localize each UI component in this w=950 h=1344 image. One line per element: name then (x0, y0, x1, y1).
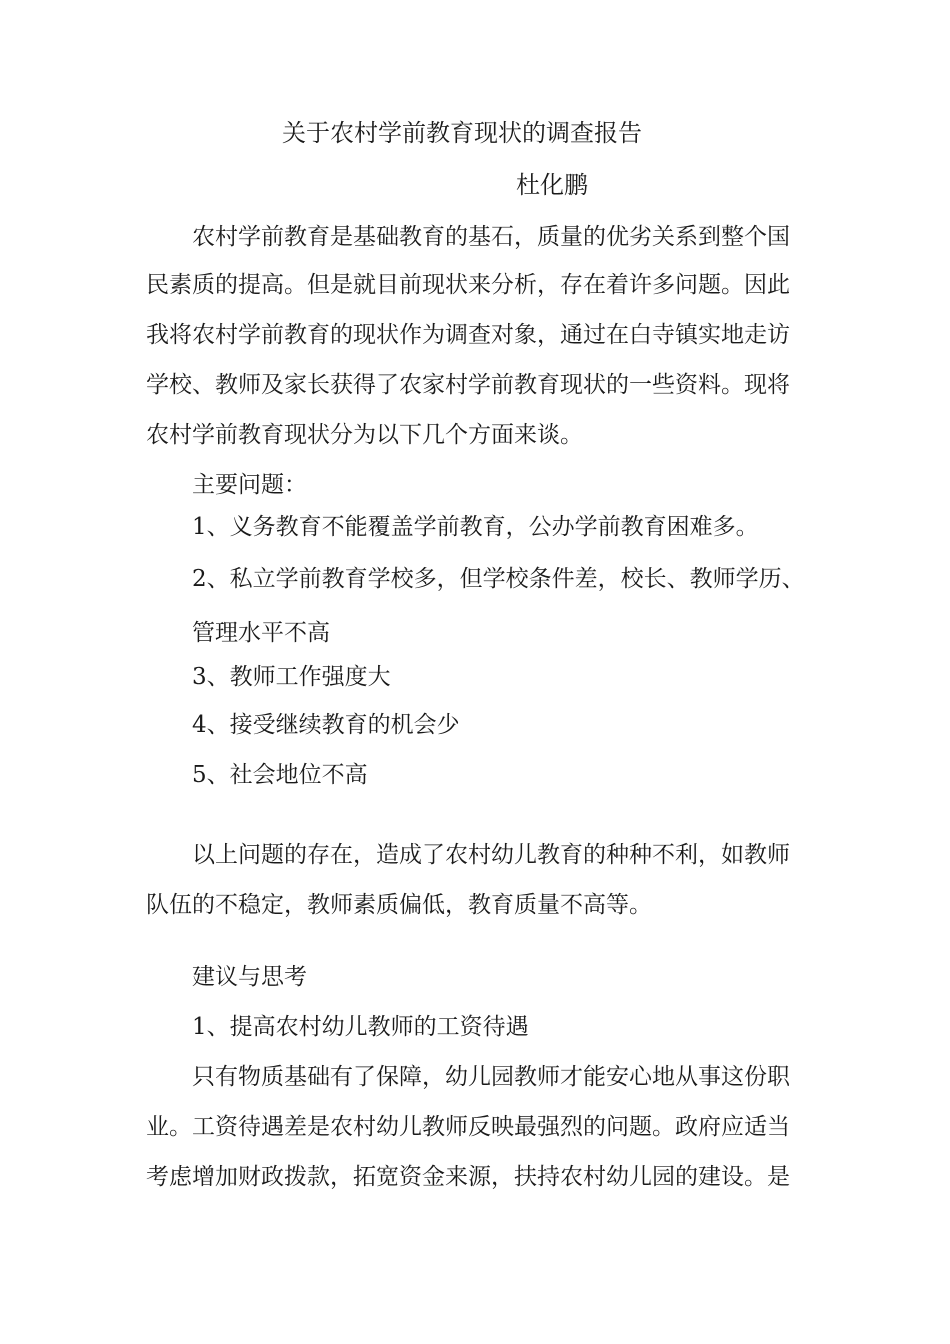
problem-item: 3、教师工作强度大 (192, 664, 391, 690)
intro-line: 民素质的提高。但是就目前现状来分析，存在着许多问题。因此 (146, 272, 790, 298)
problems-heading: 主要问题： (192, 472, 307, 498)
problem-item: 4、接受继续教育的机会少 (192, 712, 460, 738)
problem-item: 管理水平不高 (192, 620, 330, 646)
suggestion-line: 考虑增加财政拨款，拓宽资金来源，扶持农村幼儿园的建设。是 (146, 1164, 790, 1190)
problem-item: 5、社会地位不高 (192, 762, 368, 788)
intro-line: 农村学前教育现状分为以下几个方面来谈。 (146, 422, 583, 448)
suggestions-heading: 建议与思考 (192, 964, 307, 990)
intro-line: 学校、教师及家长获得了农家村学前教育现状的一些资料。现将 (146, 372, 790, 398)
intro-line: 农村学前教育是基础教育的基石，质量的优劣关系到整个国 (192, 224, 790, 250)
consequence-line: 队伍的不稳定，教师素质偏低，教育质量不高等。 (146, 892, 652, 918)
intro-line: 我将农村学前教育的现状作为调查对象，通过在白寺镇实地走访 (146, 322, 790, 348)
suggestion-line: 业。工资待遇差是农村幼儿教师反映最强烈的问题。政府应适当 (146, 1114, 790, 1140)
problem-item: 1、义务教育不能覆盖学前教育，公办学前教育困难多。 (192, 514, 759, 540)
suggestion-title: 1、提高农村幼儿教师的工资待遇 (192, 1014, 529, 1040)
problem-item: 2、私立学前教育学校多，但学校条件差，校长、教师学历、 (192, 566, 805, 592)
document-author: 杜化鹏 (516, 171, 588, 199)
suggestion-line: 只有物质基础有了保障，幼儿园教师才能安心地从事这份职 (192, 1064, 790, 1090)
document-title: 关于农村学前教育现状的调查报告 (282, 119, 642, 147)
consequence-line: 以上问题的存在，造成了农村幼儿教育的种种不利，如教师 (192, 842, 790, 868)
